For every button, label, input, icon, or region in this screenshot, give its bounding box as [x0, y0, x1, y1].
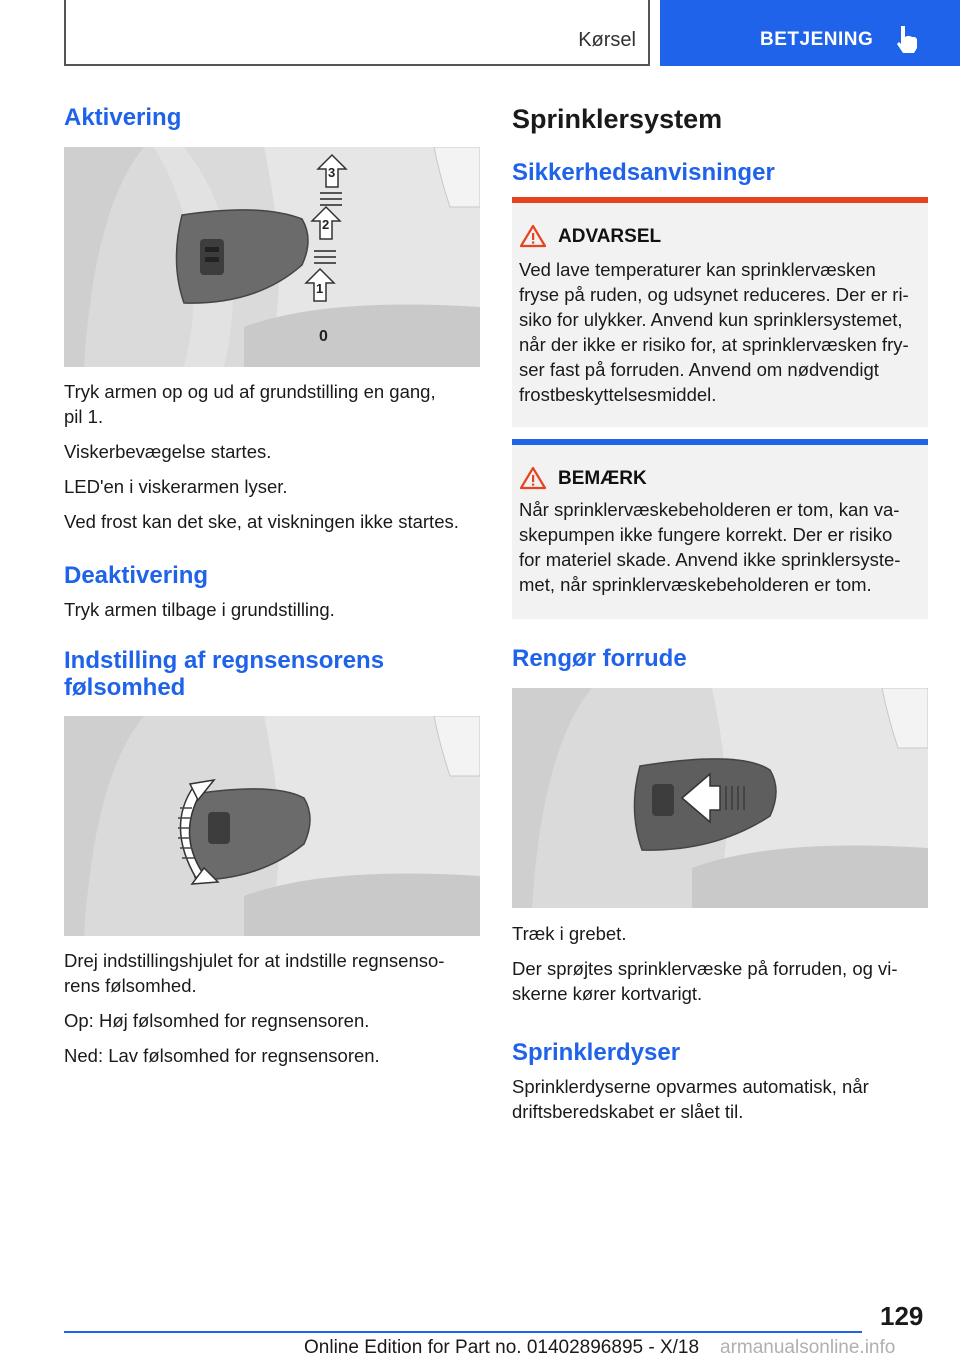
hand-pointer-icon	[892, 24, 922, 54]
notice-line-4: met, når sprinklervæskebeholderen er tom.	[519, 574, 872, 595]
rengoer-line-3: skerne kører kortvarigt.	[512, 983, 703, 1004]
warning-line-3: siko for ulykker. Anvend kun sprinklersystemet,	[519, 309, 903, 330]
page-number: 129	[880, 1301, 924, 1331]
wiper-lever-illustration	[64, 147, 480, 367]
heading-regnsensor-l1: Indstilling af regnsensorens	[64, 647, 385, 674]
warning-title: ADVARSEL	[558, 226, 662, 247]
notice-title: BEMÆRK	[558, 468, 647, 489]
warning-triangle-icon	[520, 224, 546, 248]
regnsensor-text	[64, 948, 480, 1068]
dyser-line-1: Sprinklerdyserne opvarmes automatisk, når	[512, 1076, 869, 1097]
header-section-label: Kørsel	[578, 29, 636, 51]
footer-edition: Online Edition for Part no. 01402896895 - X/18	[304, 1337, 700, 1358]
header-section-box	[64, 0, 650, 66]
notice-text	[519, 497, 925, 597]
dyser-text	[512, 1074, 928, 1124]
pull-lever-illustration	[512, 688, 928, 908]
aktivering-line-1: Tryk armen op og ud af grundstilling en gang,	[64, 381, 436, 402]
warning-bar	[512, 197, 928, 203]
figure-pull-lever	[512, 688, 928, 908]
warning-text	[519, 257, 925, 407]
aktivering-line-4: LED'en i viskerarmen lyser.	[64, 476, 288, 497]
regnsensor-line-2: rens følsomhed.	[64, 975, 197, 996]
aktivering-line-3: Viskerbevægelse startes.	[64, 441, 272, 462]
arrow-label-1: 1	[316, 281, 324, 296]
notice-triangle-icon	[520, 466, 546, 490]
figure-rain-sensor-wheel	[64, 716, 480, 936]
footer-divider	[64, 1331, 862, 1333]
heading-regnsensor-l2: følsomhed	[64, 674, 186, 701]
notice-line-3: for materiel skade. Anvend ikke sprinklersyste-	[519, 549, 901, 570]
heading-rengoer-forrude: Rengør forrude	[512, 645, 687, 672]
heading-aktivering: Aktivering	[64, 104, 182, 131]
arrow-label-3: 3	[328, 165, 336, 180]
notice-line-2: skepumpen ikke fungere korrekt. Der er risiko	[519, 524, 893, 545]
regnsensor-line-3: Op: Høj følsomhed for regnsensoren.	[64, 1010, 370, 1031]
rengoer-line-1: Træk i grebet.	[512, 923, 627, 944]
notice-line-1: Når sprinklervæskebeholderen er tom, kan va-	[519, 499, 900, 520]
arrow-label-0: 0	[319, 328, 328, 345]
heading-deaktivering: Deaktivering	[64, 562, 209, 589]
aktivering-text	[64, 379, 480, 534]
rengoer-line-2: Der sprøjtes sprinklervæske på forruden, og vi-	[512, 958, 898, 979]
notice-box	[512, 439, 928, 619]
header-chapter-label: BETJENING	[760, 29, 874, 50]
header-chapter-tab[interactable]	[660, 0, 960, 66]
warning-line-5: ser fast på forruden. Anvend om nødvendigt	[519, 359, 879, 380]
warning-line-1: Ved lave temperaturer kan sprinklervæsken	[519, 259, 876, 280]
heading-sikkerhedsanvisninger: Sikkerhedsanvisninger	[512, 159, 775, 186]
arrow-label-2: 2	[322, 217, 330, 232]
warning-line-2: fryse på ruden, og udsynet reduceres. Der er ri-	[519, 284, 909, 305]
regnsensor-line-1: Drej indstillingshjulet for at indstille regnsenso-	[64, 950, 445, 971]
regnsensor-line-4: Ned: Lav følsomhed for regnsensoren.	[64, 1045, 380, 1066]
deaktivering-text: Tryk armen tilbage i grundstilling.	[64, 599, 335, 620]
aktivering-line-2: pil 1.	[64, 406, 104, 427]
footer-watermark: armanualsonline.info	[720, 1337, 896, 1358]
warning-line-6: frostbeskyttelsesmiddel.	[519, 384, 717, 405]
heading-sprinklerdyser: Sprinklerdyser	[512, 1039, 681, 1066]
notice-bar	[512, 439, 928, 445]
aktivering-line-5: Ved frost kan det ske, at viskningen ikke startes.	[64, 511, 459, 532]
rengoer-text	[512, 921, 928, 1006]
rain-sensor-illustration	[64, 716, 480, 936]
figure-wiper-lever-positions	[64, 147, 480, 367]
warning-box	[512, 197, 928, 427]
heading-sprinklersystem: Sprinklersystem	[512, 104, 723, 134]
dyser-line-2: driftsberedskabet er slået til.	[512, 1101, 744, 1122]
warning-line-4: når der ikke er risiko for, at sprinklervæsken fry-	[519, 334, 909, 355]
